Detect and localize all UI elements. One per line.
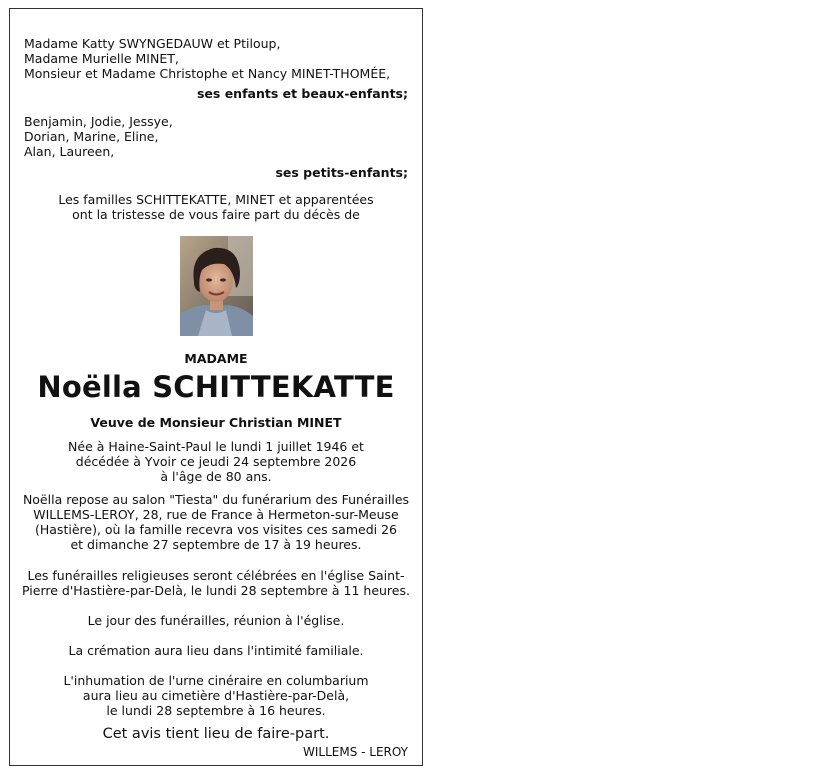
grandchildren-line: Alan, Laureen, bbox=[24, 144, 115, 159]
grandchildren-line: Dorian, Marine, Eline, bbox=[24, 129, 159, 144]
inhumation-line: L'inhumation de l'urne cinéraire en columbarium bbox=[63, 673, 369, 688]
widow-line: Veuve de Monsieur Christian MINET bbox=[90, 415, 342, 430]
salon-line: (Hastière), où la famille recevra vos visites ces samedi 26 bbox=[35, 522, 397, 537]
portrait-image bbox=[180, 236, 253, 336]
grandchildren-label: ses petits-enfants; bbox=[275, 165, 408, 180]
children-line: Monsieur et Madame Christophe et Nancy MINET-THOMÉE, bbox=[24, 66, 391, 81]
salon-line: Noëlla repose au salon "Tiesta" du funérarium des Funérailles bbox=[22, 492, 410, 507]
grandchildren-line: Benjamin, Jodie, Jessye, bbox=[24, 114, 173, 129]
portrait-photo bbox=[180, 236, 253, 336]
funeral-line: Les funérailles religieuses seront célébrées en l'église Saint- bbox=[27, 568, 405, 583]
salon-line: et dimanche 27 septembre de 17 à 19 heures. bbox=[70, 537, 362, 552]
inhumation-line: aura lieu au cimetière d'Hastière-par-Delà, bbox=[82, 688, 350, 703]
birth-line: décédée à Yvoir ce jeudi 24 septembre 2026 bbox=[75, 454, 357, 469]
salon-line: WILLEMS-LEROY, 28, rue de France à Hermeton-sur-Meuse bbox=[33, 507, 399, 522]
funeral-home-signature: WILLEMS - LEROY bbox=[302, 745, 408, 759]
announcement-line: ont la tristesse de vous faire part du décès de bbox=[72, 207, 360, 222]
deceased-title: MADAME bbox=[184, 351, 248, 366]
deceased-name: Noëlla SCHITTEKATTE bbox=[37, 370, 395, 404]
children-line: Madame Katty SWYNGEDAUW et Ptiloup, bbox=[24, 36, 281, 51]
children-line: Madame Murielle MINET, bbox=[24, 51, 179, 66]
funeral-line: Pierre d'Hastière-par-Delà, le lundi 28 septembre à 11 heures. bbox=[22, 583, 410, 598]
announcement-line: Les familles SCHITTEKATTE, MINET et apparentées bbox=[58, 192, 374, 207]
birth-line: Née à Haine-Saint-Paul le lundi 1 juillet 1946 et bbox=[68, 439, 364, 454]
death-notice-card bbox=[9, 8, 423, 766]
cremation-line: La crémation aura lieu dans l'intimité familiale. bbox=[68, 643, 364, 658]
birth-line: à l'âge de 80 ans. bbox=[160, 469, 272, 484]
children-label: ses enfants et beaux-enfants; bbox=[196, 86, 408, 101]
inhumation-line: le lundi 28 septembre à 16 heures. bbox=[106, 703, 326, 718]
notice-line: Cet avis tient lieu de faire-part. bbox=[102, 726, 330, 742]
reunion-line: Le jour des funérailles, réunion à l'église. bbox=[87, 613, 345, 628]
